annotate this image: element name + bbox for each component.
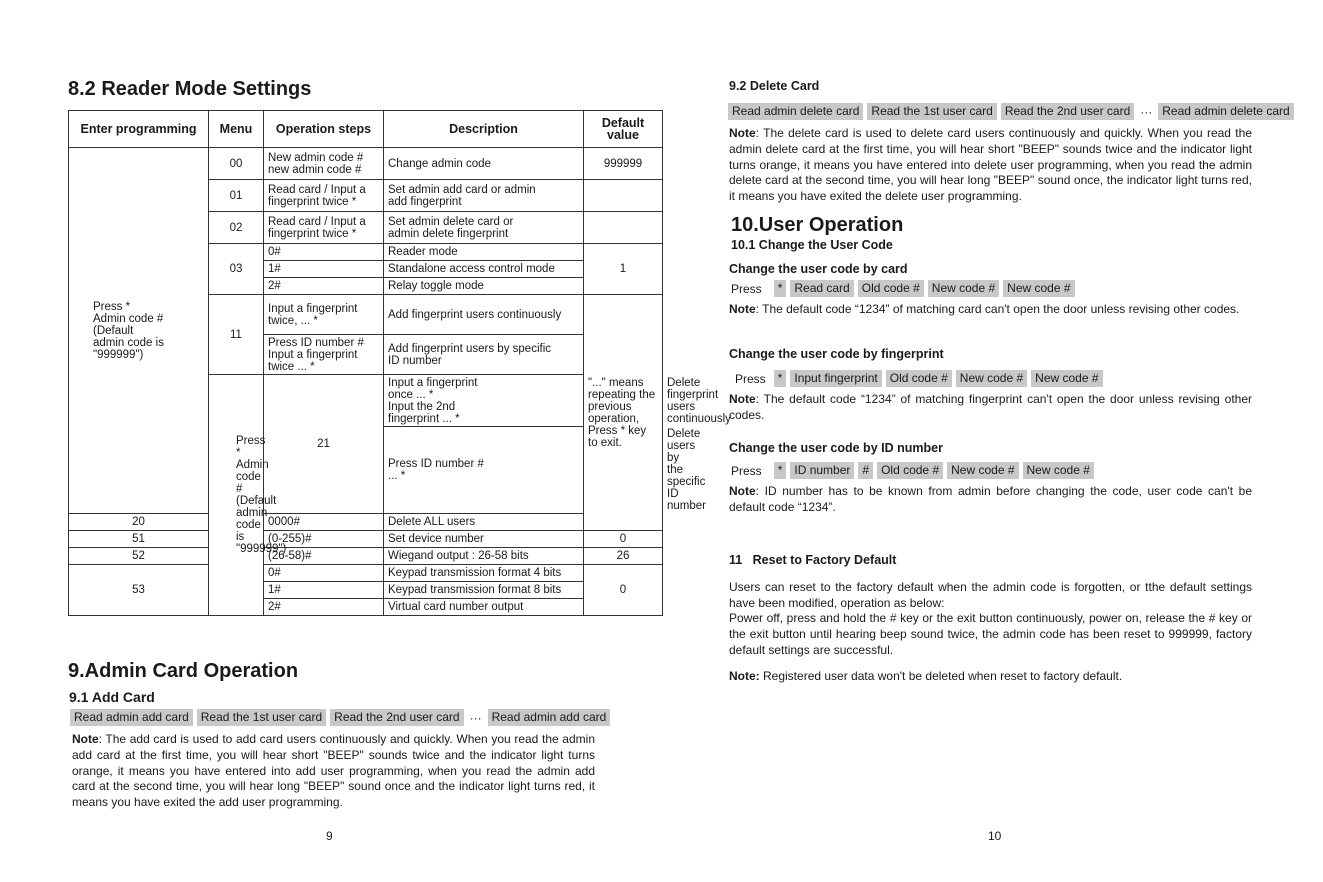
step-box: Old code # xyxy=(858,280,924,297)
steps-cell xyxy=(264,295,384,335)
desc-line: Add fingerprint users by specific xyxy=(388,342,551,355)
note-text: : The add card is used to add card users continuously and quickly. When you read the admin add card at the first time, you will hear short "BEEP" sounds twice and the indicator light turns orange, it means you have entered into add user programming, when you read the admin add card at the second time, you will hear long "BEEP" sound once and the indicator light turns red, it means you have exited the add user programming. xyxy=(72,732,595,810)
step-box: Read admin add card xyxy=(70,709,193,726)
step-box: Read card xyxy=(790,280,853,297)
ellipsis: ··· xyxy=(1140,104,1153,119)
step-line: fingerprint twice * xyxy=(268,195,357,208)
step-line: New admin code # xyxy=(268,151,364,164)
step-box: Read admin delete card xyxy=(728,103,863,120)
step-box: Read the 1st user card xyxy=(867,103,996,120)
note-label: Note xyxy=(729,484,756,498)
steps-cell xyxy=(264,212,384,244)
step-box: Read the 2nd user card xyxy=(330,709,463,726)
press-text: Press * xyxy=(236,435,266,459)
reader-mode-table xyxy=(68,110,731,616)
desc-cell: Change admin code xyxy=(384,148,584,180)
default-cell: 999999 xyxy=(584,148,663,180)
note-label: Note xyxy=(729,392,756,406)
steps-cell: 1# xyxy=(264,261,384,278)
reset-note xyxy=(729,669,1252,685)
table-row xyxy=(69,531,663,548)
by-fp-note xyxy=(729,392,1252,424)
step-line: new admin code # xyxy=(268,163,362,176)
step-box: New code # xyxy=(956,370,1027,387)
note-line: repeating the xyxy=(588,388,656,401)
star-box: * xyxy=(774,280,787,297)
step-box: Read the 2nd user card xyxy=(1001,103,1134,120)
press-text: (Default xyxy=(236,495,277,507)
desc-cell: Wiegand output : 26-58 bits xyxy=(384,548,584,565)
note-text: : The default code “1234” of matching card can't open the door unless revising other codes. xyxy=(755,302,1240,316)
page-number-left: 9 xyxy=(326,829,333,843)
step-box: Read the 1st user card xyxy=(197,709,326,726)
steps-cell: 2# xyxy=(264,278,384,295)
note-text: : The delete card is used to delete card users continuously and quickly. When you read the admin delete card at the first time, you will hear short "BEEP" sounds twice and the indicator light turns orange, it means you have entered into delete user programming, when you read the admin delete card at the second time, you will hear long "BEEP" sound once, the indicator light turns red, it means you have exited the delete user programming. xyxy=(729,126,1252,204)
menu-cell: 02 xyxy=(209,212,264,244)
press-text: "999999") xyxy=(236,543,287,555)
press-text: admin code is xyxy=(93,336,164,349)
note-label: Note xyxy=(72,732,99,746)
header-default-value: Default value xyxy=(584,111,663,148)
table-row xyxy=(69,148,663,180)
by-id-note xyxy=(729,484,1252,516)
reset-para-1: Users can reset to the factory default when the admin code is forgotten, or tthe default settings have been modified, operation as below: xyxy=(729,580,1252,610)
press-text: "999999") xyxy=(93,348,144,361)
section-10-title: 10.User Operation xyxy=(731,214,904,236)
page-number-right: 10 xyxy=(988,829,1002,843)
note-line: "..." means xyxy=(588,376,644,389)
step-box: Old code # xyxy=(886,370,952,387)
menu-cell: 01 xyxy=(209,180,264,212)
step-line: Input a fingerprint xyxy=(268,302,358,315)
desc-line: Set admin add card or admin xyxy=(388,183,536,196)
step-line: twice ... * xyxy=(268,360,315,373)
by-id-steps xyxy=(729,462,1094,479)
star-box: * xyxy=(774,370,787,387)
menu-cell: 21 xyxy=(264,375,384,514)
desc-cell: Add fingerprint users continuously xyxy=(384,295,584,335)
menu-cell: 11 xyxy=(209,295,264,375)
note-label: Note xyxy=(729,126,756,140)
desc-cell xyxy=(384,212,584,244)
section-9-title: 9.Admin Card Operation xyxy=(68,660,299,682)
add-card-note xyxy=(72,732,595,811)
header-enter-programming: Enter programming xyxy=(69,111,209,148)
step-box: Input fingerprint xyxy=(790,370,881,387)
step-box: ID number xyxy=(790,462,854,479)
step-line: Press ID number # xyxy=(388,458,484,470)
menu-cell: 52 xyxy=(69,548,209,565)
by-fp-steps xyxy=(733,370,1103,387)
header-description: Description xyxy=(384,111,584,148)
press-label: Press xyxy=(731,463,762,478)
default-cell: 26 xyxy=(584,548,663,565)
press-text: admin code is xyxy=(236,507,268,543)
menu-cell: 53 xyxy=(69,565,209,616)
header-operation-steps: Operation steps xyxy=(264,111,384,148)
note-text: Registered user data won't be deleted when reset to factory default. xyxy=(759,669,1123,683)
press-text: Admin code # xyxy=(93,312,164,325)
desc-cell: Reader mode xyxy=(384,244,584,261)
steps-cell: (0-255)# xyxy=(264,531,384,548)
steps-cell xyxy=(384,427,584,514)
by-fp-title: Change the user code by fingerprint xyxy=(729,347,944,361)
steps-cell: 1# xyxy=(264,582,384,599)
desc-line: add fingerprint xyxy=(388,195,462,208)
note-line: Press * key xyxy=(588,424,647,437)
step-line: Read card / Input a xyxy=(268,215,366,228)
step-box: New code # xyxy=(1023,462,1094,479)
by-card-title: Change the user code by card xyxy=(729,262,908,276)
ellipsis: ··· xyxy=(469,710,482,725)
hash-box: # xyxy=(858,462,873,479)
desc-line: ID number xyxy=(388,354,442,367)
menu-cell: 20 xyxy=(69,514,209,531)
desc-cell: Delete ALL users xyxy=(384,514,584,531)
press-text: Press * xyxy=(93,300,131,313)
menu-cell: 00 xyxy=(209,148,264,180)
steps-cell xyxy=(384,375,584,427)
step-line: Input a fingerprint xyxy=(388,376,478,389)
star-box: * xyxy=(774,462,787,479)
step-box: Read admin add card xyxy=(488,709,611,726)
steps-cell: 0# xyxy=(264,565,384,582)
steps-cell: 0# xyxy=(264,244,384,261)
step-line: Press ID number # xyxy=(268,336,364,349)
note-label: Note xyxy=(729,302,756,316)
steps-cell xyxy=(264,148,384,180)
step-box: New code # xyxy=(1003,280,1074,297)
desc-cell xyxy=(384,335,584,375)
step-line: twice, ... * xyxy=(268,314,318,327)
section-9-1-title: 9.1 Add Card xyxy=(69,689,155,705)
step-box: New code # xyxy=(1031,370,1102,387)
step-box: Read admin delete card xyxy=(1158,103,1293,120)
delete-card-note xyxy=(729,126,1252,205)
desc-cell: Set device number xyxy=(384,531,584,548)
step-box: New code # xyxy=(947,462,1018,479)
desc-line: Set admin delete card or xyxy=(388,215,514,228)
menu-cell: 03 xyxy=(209,244,264,295)
desc-cell: Keypad transmission format 4 bits xyxy=(384,565,584,582)
default-cell xyxy=(584,180,663,212)
reset-para-2: Power off, press and hold the # key or the exit button continuously, power on, release the # key or the exit button until hearing beep sound twice, the admin code has been reset to 999999, factory default settings are successful. xyxy=(729,611,1252,657)
default-cell: 0 xyxy=(584,531,663,548)
step-line: Input a fingerprint xyxy=(268,348,358,361)
delete-card-steps xyxy=(728,103,1294,120)
note-line: previous xyxy=(588,400,632,413)
step-line: Read card / Input a xyxy=(268,183,366,196)
note-line: operation, xyxy=(588,412,640,425)
by-card-steps xyxy=(729,280,1075,297)
table-row xyxy=(69,548,663,565)
steps-cell xyxy=(264,180,384,212)
desc-line: admin delete fingerprint xyxy=(388,227,509,240)
default-cell xyxy=(584,212,663,244)
note-text: : The default code “1234” of matching fingerprint can't open the door unless revising other codes. xyxy=(729,392,1252,422)
section-11-title: 11 Reset to Factory Default xyxy=(729,553,897,567)
press-admin-cell-1 xyxy=(69,148,209,514)
step-box: New code # xyxy=(928,280,999,297)
repeat-note-cell xyxy=(584,295,663,531)
section-10-1-title: 10.1 Change the User Code xyxy=(731,238,893,252)
step-line: Input the 2nd xyxy=(388,400,456,413)
press-text: (Default xyxy=(93,324,134,337)
desc-cell xyxy=(384,180,584,212)
desc-cell: Virtual card number output xyxy=(384,599,584,616)
press-label: Press xyxy=(731,281,762,296)
step-line: fingerprint ... * xyxy=(388,412,460,425)
desc-cell: Relay toggle mode xyxy=(384,278,584,295)
desc-cell: Standalone access control mode xyxy=(384,261,584,278)
add-card-steps xyxy=(70,709,610,726)
menu-cell: 51 xyxy=(69,531,209,548)
desc-cell: Keypad transmission format 8 bits xyxy=(384,582,584,599)
press-label: Press xyxy=(735,371,766,386)
section-9-2-title: 9.2 Delete Card xyxy=(729,79,820,93)
step-box: Old code # xyxy=(877,462,943,479)
note-line: to exit. xyxy=(588,436,622,449)
default-cell: 0 xyxy=(584,565,663,616)
press-text: Admin code # xyxy=(236,459,269,495)
header-menu: Menu xyxy=(209,111,264,148)
table-row xyxy=(69,514,663,531)
note-label: Note: xyxy=(729,669,760,683)
note-text: : ID number has to be known from admin before changing the code, user code can't be default code “1234”. xyxy=(729,484,1252,514)
table-row xyxy=(69,565,663,582)
steps-cell: 2# xyxy=(264,599,384,616)
default-cell: 1 xyxy=(584,244,663,295)
table-row: Press * Admin code # (Default admin code is "999999") 21 Input a fingerprint once ... * Input the 2nd fingerprint ... * Delete fingerprint users continuously xyxy=(69,375,663,427)
section-8-2-title: 8.2 Reader Mode Settings xyxy=(68,78,312,100)
steps-cell: (26-58)# xyxy=(264,548,384,565)
by-card-note xyxy=(729,302,1252,318)
step-line: once ... * xyxy=(388,388,434,401)
table-row: Press ID number # ... * Delete users by the specific ID number xyxy=(69,427,663,514)
by-id-title: Change the user code by ID number xyxy=(729,441,943,455)
table-header-row xyxy=(69,111,663,148)
steps-cell: 0000# xyxy=(264,514,384,531)
step-line: ... * xyxy=(388,470,406,482)
steps-cell xyxy=(264,335,384,375)
step-line: fingerprint twice * xyxy=(268,227,357,240)
